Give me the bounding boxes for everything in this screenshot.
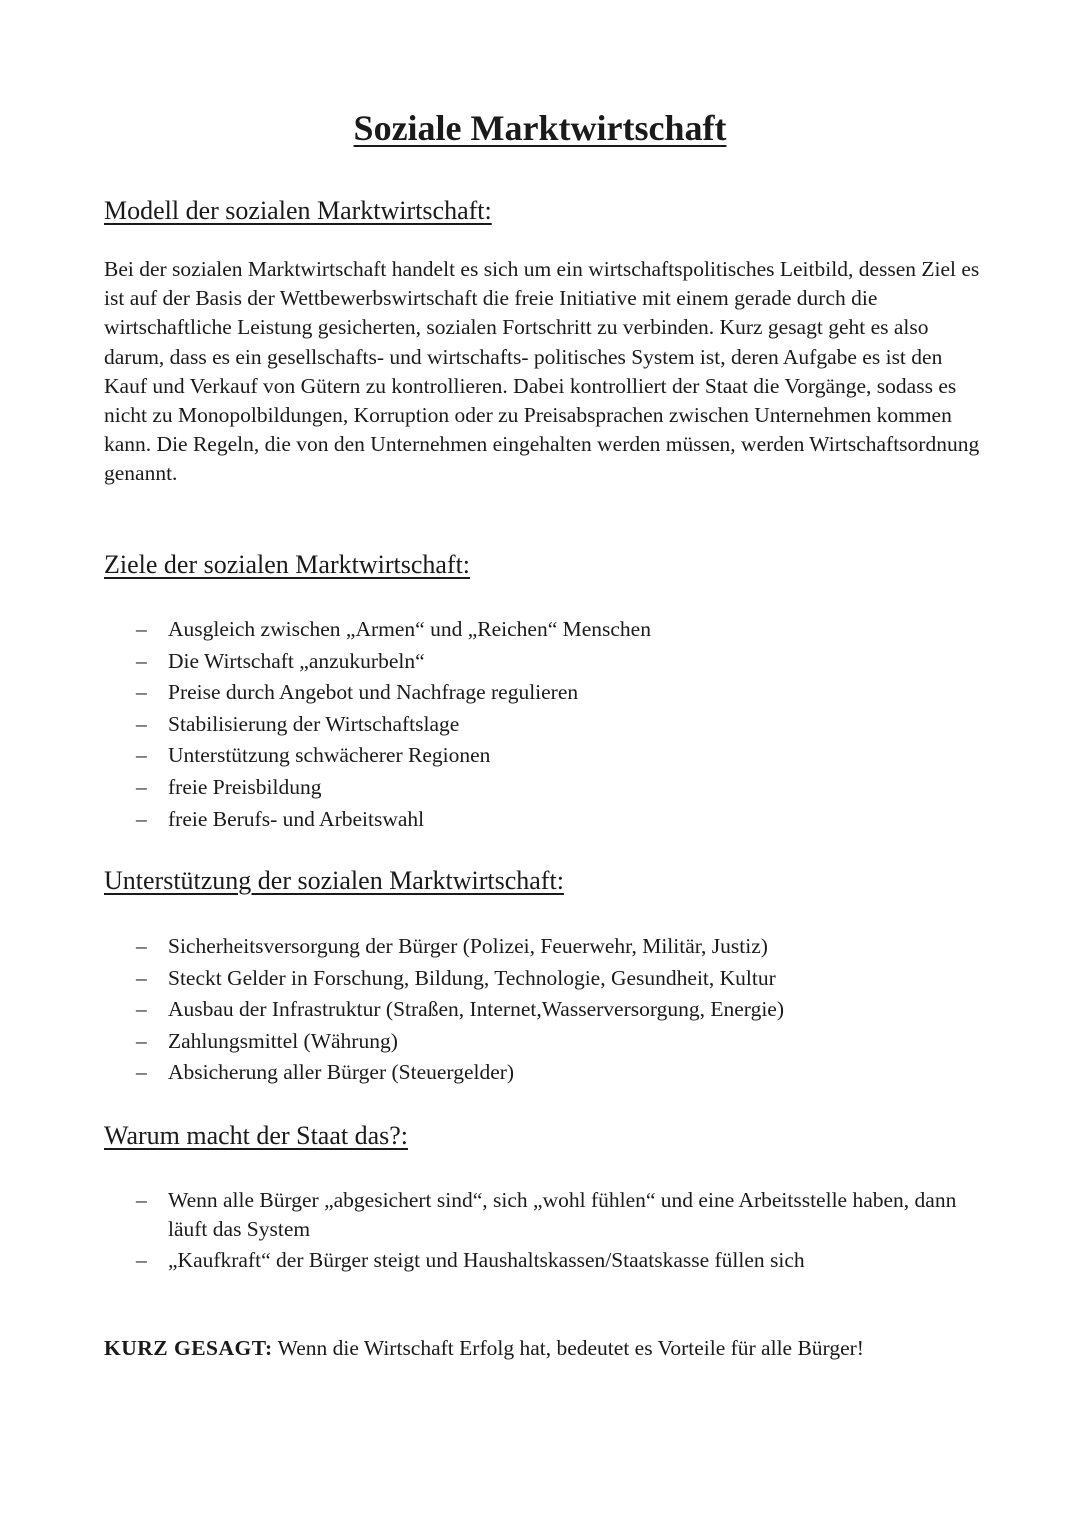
- summary-text: Wenn die Wirtschaft Erfolg hat, bedeutet es Vorteile für alle Bürger!: [272, 1336, 864, 1360]
- bullet-dash: –: [136, 934, 147, 958]
- list-item: [104, 994, 984, 1026]
- list-item: [104, 709, 984, 741]
- list-item: [104, 931, 984, 963]
- bullet-dash: –: [136, 1028, 147, 1053]
- section-heading-modell: Modell der sozialen Marktwirtschaft:: [104, 196, 492, 225]
- list-item-text: Zahlungsmittel (Währung): [168, 1028, 398, 1053]
- list-item-text: Wenn alle Bürger „abgesichert sind“, sich „wohl fühlen“ und eine Arbeitsstelle haben, dann läuft das System: [168, 1188, 957, 1241]
- list-item-text: Die Wirtschaft „anzukurbeln“: [168, 648, 425, 673]
- bullet-dash: –: [136, 1060, 147, 1085]
- list-item-text: Absicherung aller Bürger (Steuergelder): [168, 1060, 515, 1085]
- list-item: [104, 1057, 984, 1089]
- list-item-text: freie Berufs- und Arbeitswahl: [168, 806, 425, 831]
- list-item: [104, 614, 984, 646]
- bullet-dash: –: [136, 680, 147, 705]
- bullet-dash: –: [136, 743, 147, 768]
- section-heading-warum: Warum macht der Staat das?:: [104, 1121, 409, 1150]
- list-item-text: Steckt Gelder in Forschung, Bildung, Technologie, Gesundheit, Kultur: [168, 965, 776, 990]
- list-warum: [104, 1186, 984, 1277]
- list-item-text: freie Preisbildung: [168, 774, 322, 799]
- summary-paragraph: [104, 1334, 984, 1364]
- list-item: [104, 1186, 984, 1244]
- bullet-dash: –: [136, 806, 147, 831]
- list-item-text: Preise durch Angebot und Nachfrage regulieren: [168, 680, 579, 705]
- list-item: [104, 963, 984, 995]
- bullet-dash: –: [136, 648, 147, 673]
- list-item: [104, 1026, 984, 1058]
- list-item-text: Unterstützung schwächerer Regionen: [168, 743, 491, 768]
- document-title: Soziale Marktwirtschaft: [353, 108, 727, 148]
- list-item-text: Ausgleich zwischen „Armen“ und „Reichen“ Menschen: [168, 617, 651, 641]
- list-unterstuetzung: [104, 931, 984, 1089]
- bullet-dash: –: [136, 774, 147, 799]
- list-item-text: Sicherheitsversorgung der Bürger (Polizei, Feuerwehr, Militär, Justiz): [168, 934, 768, 958]
- bullet-dash: –: [136, 617, 147, 641]
- list-item: [104, 804, 984, 836]
- list-item-text: Stabilisierung der Wirtschaftslage: [168, 711, 460, 736]
- bullet-dash: –: [136, 711, 147, 736]
- section-heading-unterstuetzung: Unterstützung der sozialen Marktwirtschaft:: [104, 866, 564, 895]
- list-item: [104, 677, 984, 709]
- list-item: [104, 772, 984, 804]
- section-paragraph-modell: Bei der sozialen Marktwirtschaft handelt es sich um ein wirtschaftspolitisches Leitbild, dessen Ziel es ist auf der Basis der Wettbewerbswirtschaft die freie Initiative mit einem gerade durch die wirtschaftliche Leistung gesicherten, sozialen Fortschritt zu verbinden. Kurz gesagt geht es also darum, dass es ein gesellschafts- und wirtschafts- politisches System ist, deren Aufgabe es ist den Kauf und Verkauf von Gütern zu kontrollieren. Dabei kontrolliert der Staat die Vorgänge, sodass es nicht zu Monopolbildungen, Korruption oder zu Preisabsprachen zwischen Unternehmen kommen kann. Die Regeln, die von den Unternehmen eingehalten werden müssen, werden Wirtschaftsordnung genannt.: [104, 257, 980, 486]
- bullet-dash: –: [136, 965, 147, 990]
- bullet-dash: –: [136, 1248, 147, 1272]
- list-item: [104, 646, 984, 678]
- summary-label: KURZ GESAGT:: [104, 1336, 273, 1360]
- list-item-text: Ausbau der Infrastruktur (Straßen, Internet,Wasserversorgung, Energie): [168, 997, 784, 1022]
- list-item: [104, 740, 984, 772]
- section-heading-ziele: Ziele der sozialen Marktwirtschaft:: [104, 550, 471, 579]
- list-ziele: [104, 614, 984, 835]
- list-item-text: „Kaufkraft“ der Bürger steigt und Haushaltskassen/Staatskasse füllen sich: [168, 1248, 805, 1272]
- bullet-dash: –: [136, 1188, 147, 1212]
- bullet-dash: –: [136, 997, 147, 1022]
- list-item: [104, 1246, 984, 1275]
